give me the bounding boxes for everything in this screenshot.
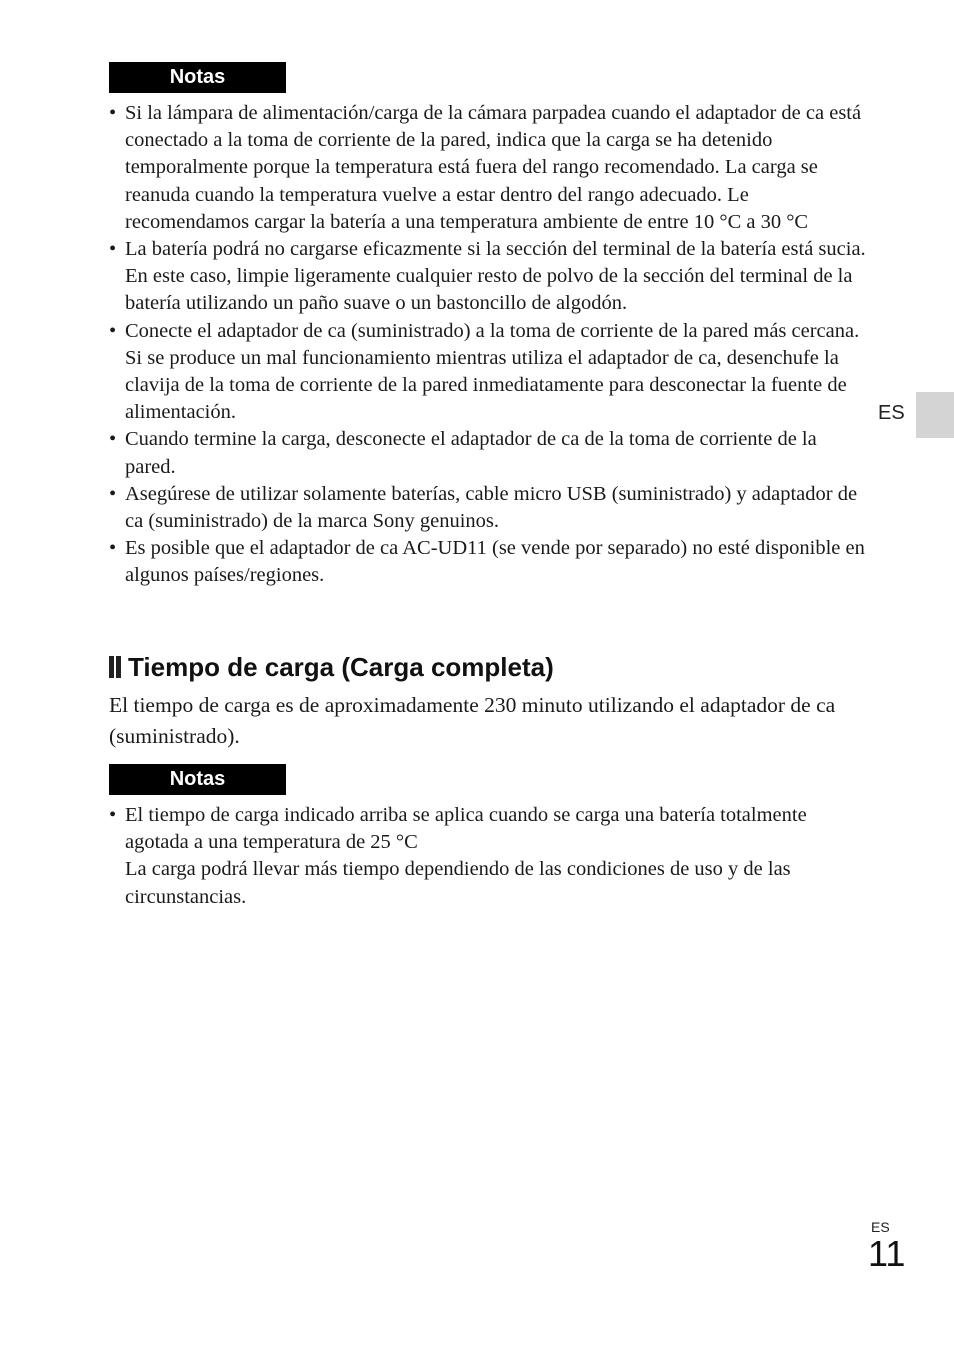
- section-heading-text: Tiempo de carga (Carga completa): [128, 652, 554, 682]
- notes-list-1: [109, 100, 869, 590]
- notes-label-2: Notas: [109, 764, 286, 795]
- list-item: • La batería podrá no cargarse eficazmente si la sección del terminal de la batería está sucia. En este caso, limpie ligeramente cualquier resto de polvo de la sección del terminal de la batería utilizando un paño suave o un bastoncillo de algodón.: [109, 238, 866, 315]
- side-tab-label: ES: [878, 402, 905, 424]
- page-number: 11: [868, 1233, 906, 1274]
- list-item: • El tiempo de carga indicado arriba se aplica cuando se carga una batería totalmente agotada a una temperatura de 25 °C La carga podrá llevar más tiempo dependiendo de las condiciones de uso y de las circunstancias.: [109, 804, 807, 908]
- list-item: • Asegúrese de utilizar solamente baterías, cable micro USB (suministrado) y adaptador de ca (suministrado) de la marca Sony genuinos.: [109, 482, 858, 533]
- list-item: • Es posible que el adaptador de ca AC-UD11 (se vende por separado) no esté disponible en algunos países/regiones.: [109, 537, 865, 587]
- section-heading: [109, 650, 554, 684]
- list-item: • Conecte el adaptador de ca (suministrado) a la toma de corriente de la pared más cercana. Si se produce un mal funcionamiento mientras utiliza el adaptador de ca, desenchufe la clavija de la toma de corriente de la pared inmediatamente para desconectar la fuente de alimentación.: [109, 319, 860, 424]
- page-lang: ES: [871, 1219, 890, 1235]
- list-item: • Si la lámpara de alimentación/carga de la cámara parpadea cuando el adaptador de ca está conectado a la toma de corriente de la pared, indica que la carga se ha detenido temporalmente porque la temperatura está fuera del rango recomendado. La carga se reanuda cuando la temperatura vuelve a estar dentro del rango adecuado. Le recomendamos cargar la batería a una temperatura ambiente de entre 10 °C a 30 °C: [109, 102, 862, 233]
- heading-marker-icon: [109, 656, 121, 678]
- notes-label-1: Notas: [109, 62, 286, 93]
- list-item: • Cuando termine la carga, desconecte el adaptador de ca de la toma de corriente de la pared.: [109, 428, 817, 478]
- side-tab: [916, 392, 954, 438]
- section-body: El tiempo de carga es de aproximadamente 230 minuto utilizando el adaptador de ca (suministrado).: [109, 693, 836, 748]
- notes-list-2: [109, 802, 869, 911]
